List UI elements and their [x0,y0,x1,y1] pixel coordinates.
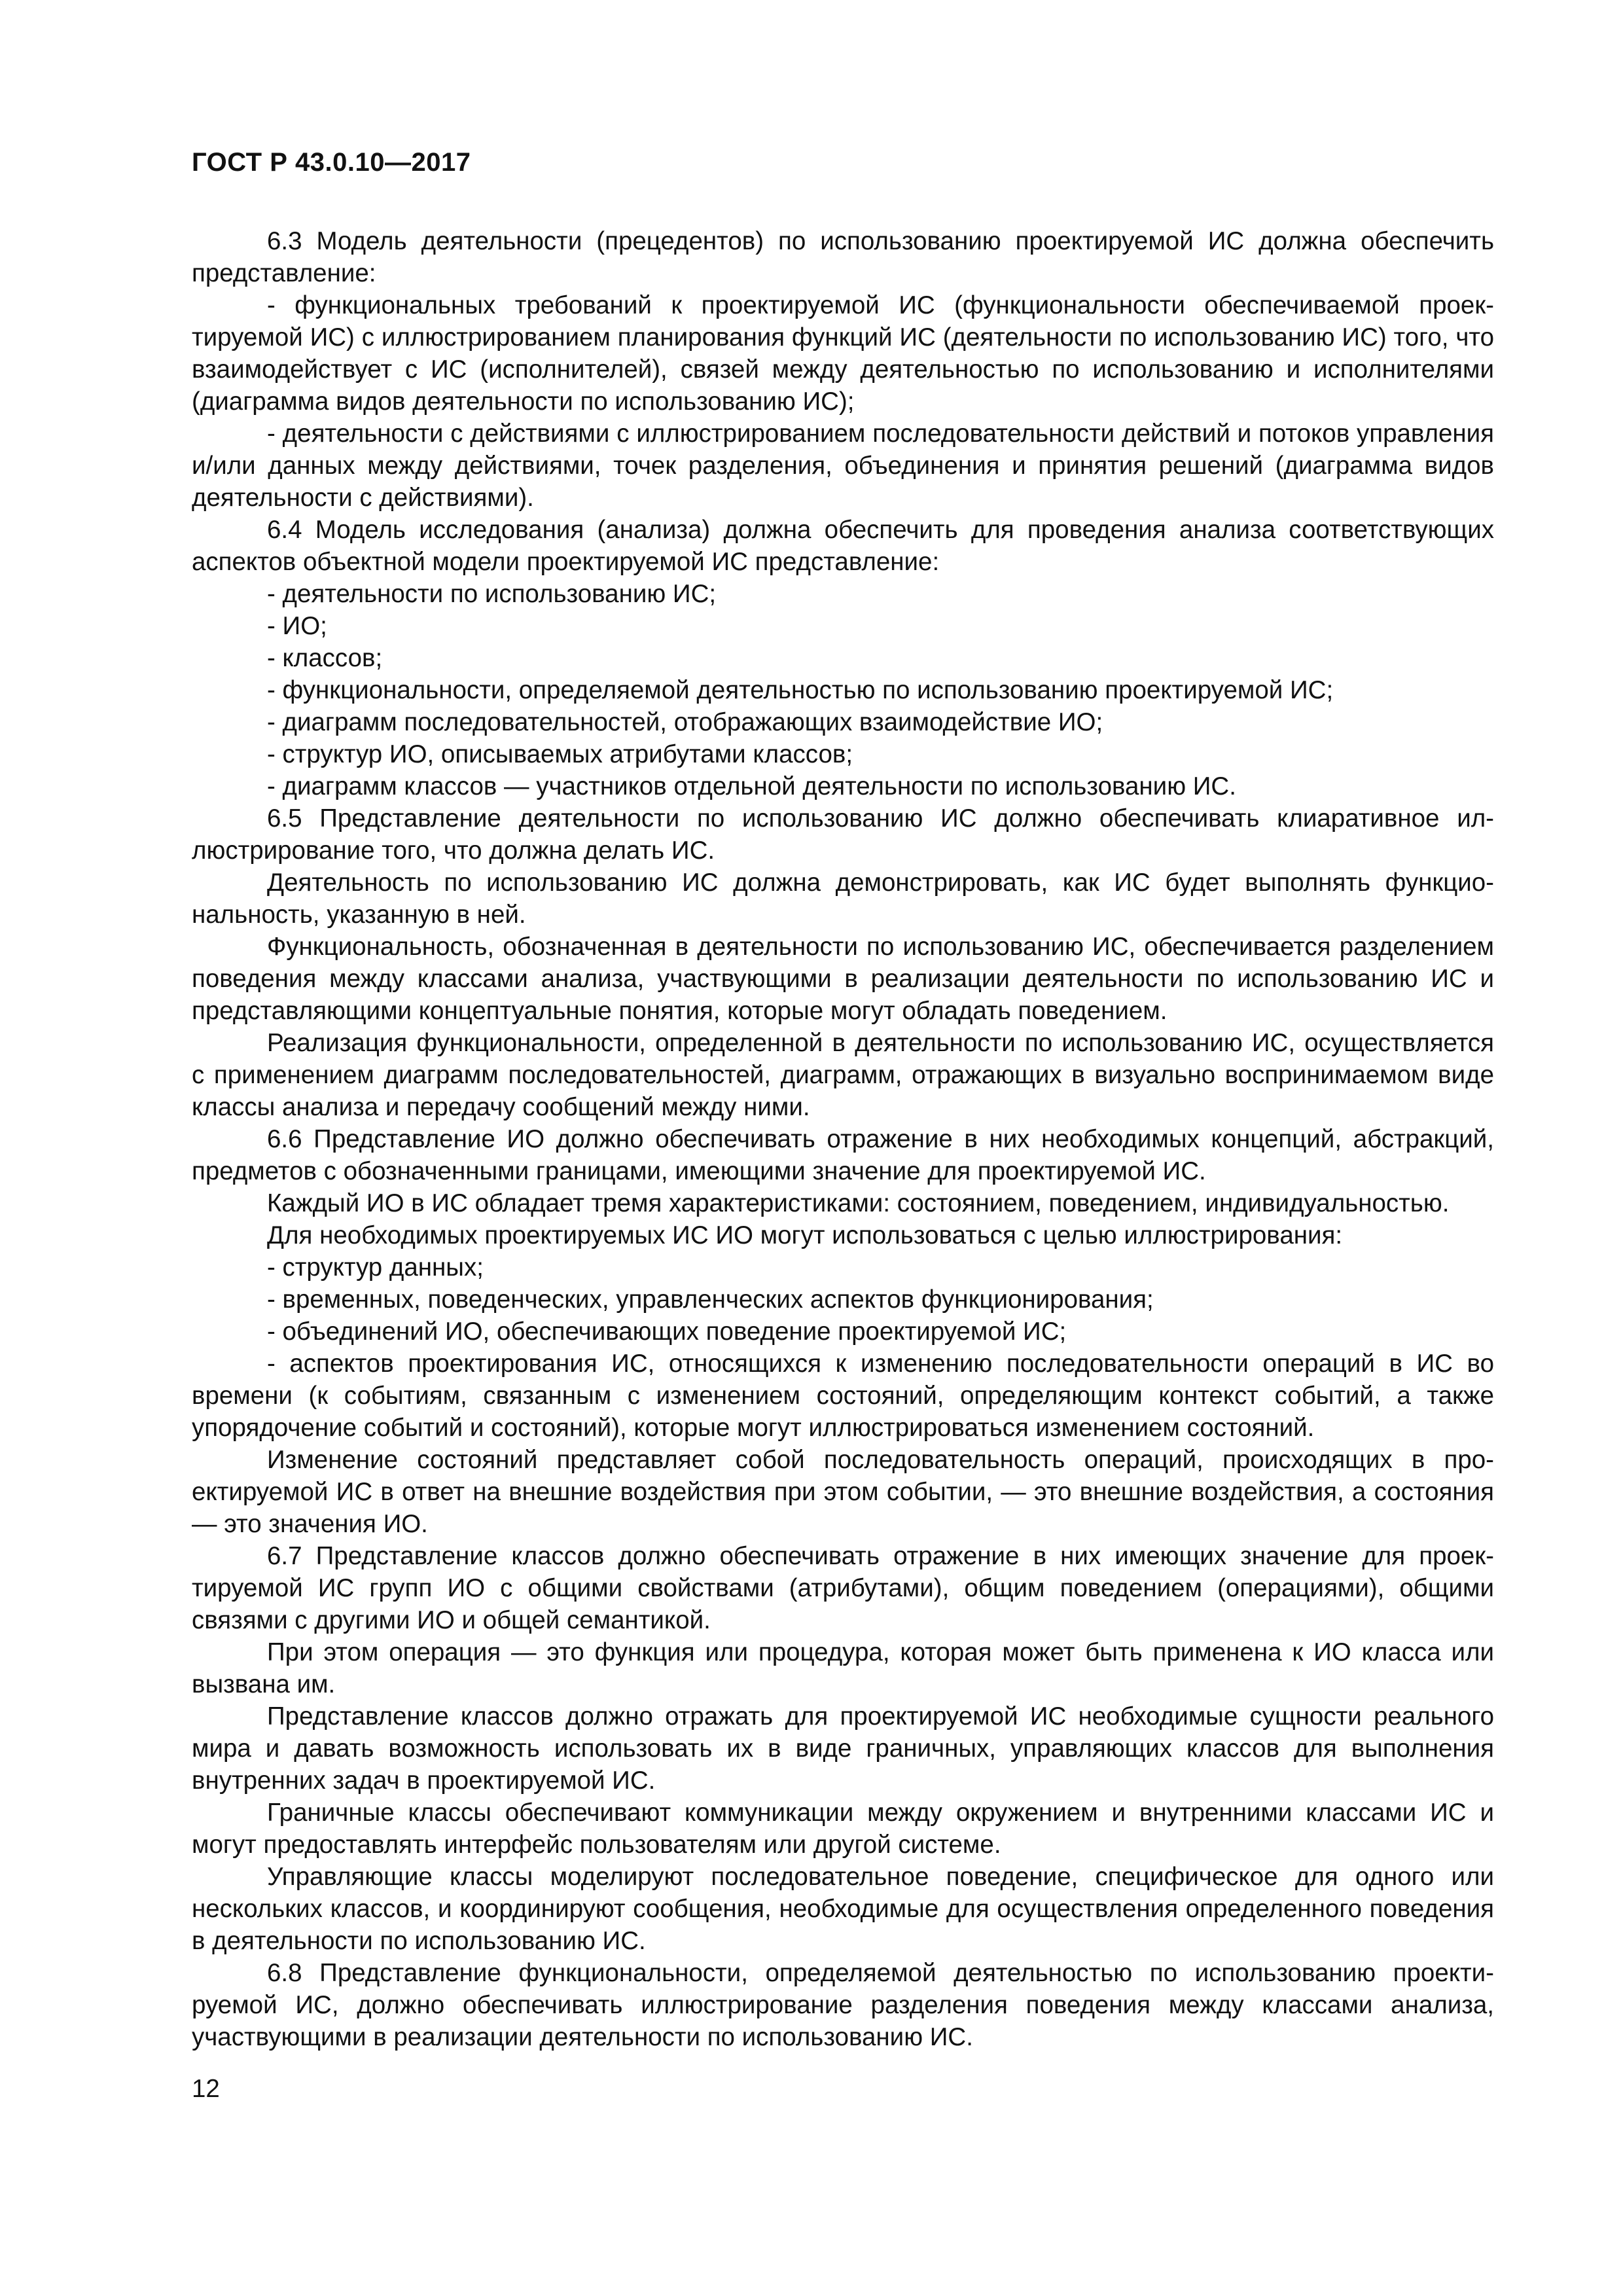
list-item: - деятельности с действиями с иллюстрированием последовательности действий и потоков управления и/или данных между действиями, точек разделения, объединения и принятия решений (диаграмма видов деятельности с действиями). [192,420,1494,512]
paragraph: Реализация функциональности, определенной в деятельности по использованию ИС, осуществляется с применением диаграмм последовательностей, диаграмм, отражающих в визуально воспринимаемом виде классы анализа и передачу сообщений между ними. [192,1029,1494,1121]
paragraph-6-8: 6.8 Представление функциональности, определяемой деятельностью по использованию проектируемой ИС, должно обеспечивать иллюстрирование разделения поведения между классами анализа, участвующими в реализации деятельности по использованию ИС. [192,1959,1494,2051]
page-number: 12 [192,2075,220,2103]
list-item: - структур данных; [267,1253,484,1282]
list-item: - диаграмм последовательностей, отображающих взаимодействие ИО; [267,708,1103,736]
list-item: - структур ИО, описываемых атрибутами классов; [267,740,853,768]
paragraph: Функциональность, обозначенная в деятельности по использованию ИС, обеспечивается разделением поведения между классами анализа, участвующими в реализации деятельности по использованию ИС и представляющими концептуальные понятия, которые могут обладать поведением. [192,933,1494,1025]
document-designation: ГОСТ Р 43.0.10—2017 [192,148,471,177]
list-item: - деятельности по использованию ИС; [267,580,717,608]
paragraph: Для необходимых проектируемых ИС ИО могут использоваться с целью иллюстрирования: [267,1221,1343,1249]
list-item: - диаграмм классов — участников отдельной деятельности по использованию ИС. [267,772,1236,800]
paragraph: Каждый ИО в ИС обладает тремя характеристиками: состоянием, поведением, индивидуальностью. [267,1189,1450,1217]
paragraph-6-3: 6.3 Модель деятельности (прецедентов) по использованию проектируемой ИС должна обеспечить представление: [192,227,1494,287]
list-item: - классов; [267,644,383,672]
paragraph: Деятельность по использованию ИС должна демонстрировать, как ИС будет выполнять функциональность, указанную в ней. [192,869,1494,929]
paragraph: Управляющие классы моделируют последовательное поведение, специфическое для одного или нескольких классов, и координируют сообщения, необходимые для осуществления определенного поведения в деятельности по использованию ИС. [192,1863,1494,1955]
paragraph-6-7: 6.7 Представление классов должно обеспечивать отражение в них имеющих значение для проектируемой ИС групп ИО с общими свойствами (атрибутами), общим поведением (операциями), общими связями с другими ИО и общей семантикой. [192,1542,1494,1634]
paragraph-6-4: 6.4 Модель исследования (анализа) должна обеспечить для проведения анализа соответствующих аспектов объектной модели проектируемой ИС представление: [192,516,1494,576]
list-item: - временных, поведенческих, управленческих аспектов функционирования; [267,1285,1154,1314]
list-item: - функциональных требований к проектируемой ИС (функциональности обеспечиваемой проектируемой ИС) с иллюстрированием планирования функций ИС (деятельности по использованию ИС) того, что взаимодействует с ИС (исполнителей), связей между деятельностью по использованию и исполнителями (диаграмма видов деятельности по использованию ИС); [192,291,1494,416]
paragraph: Изменение состояний представляет собой последовательность операций, происходящих в проектируемой ИС в ответ на внешние воздействия при этом событии, — это внешние воздействия, а состояния — это значения ИО. [192,1446,1494,1538]
document-body [192,225,1494,2053]
paragraph-6-5: 6.5 Представление деятельности по использованию ИС должно обеспечивать клиаративное иллюстрирование того, что должна делать ИС. [192,804,1494,865]
list-item: - аспектов проектирования ИС, относящихся к изменению последовательности операций в ИС во времени (к событиям, связанным с изменением состояний, определяющим контекст событий, а также упорядочение событий и состояний), которые могут иллюстрироваться изменением состояний. [192,1350,1494,1442]
list-item: - объединений ИО, обеспечивающих поведение проектируемой ИС; [267,1318,1067,1346]
paragraph: Представление классов должно отражать для проектируемой ИС необходимые сущности реального мира и давать возможность использовать их в виде граничных, управляющих классов для выполнения внутренних задач в проектируемой ИС. [192,1702,1494,1795]
list-item: - функциональности, определяемой деятельностью по использованию проектируемой ИС; [267,676,1334,704]
list-item: - ИО; [267,612,327,640]
paragraph-6-6: 6.6 Представление ИО должно обеспечивать отражение в них необходимых концепций, абстракций, предметов с обозначенными границами, имеющими значение для проектируемой ИС. [192,1125,1494,1185]
paragraph: Граничные классы обеспечивают коммуникации между окружением и внутренними классами ИС и могут предоставлять интерфейс пользователям или другой системе. [192,1799,1494,1859]
paragraph: При этом операция — это функция или процедура, которая может быть применена к ИО класса или вызвана им. [192,1638,1494,1698]
